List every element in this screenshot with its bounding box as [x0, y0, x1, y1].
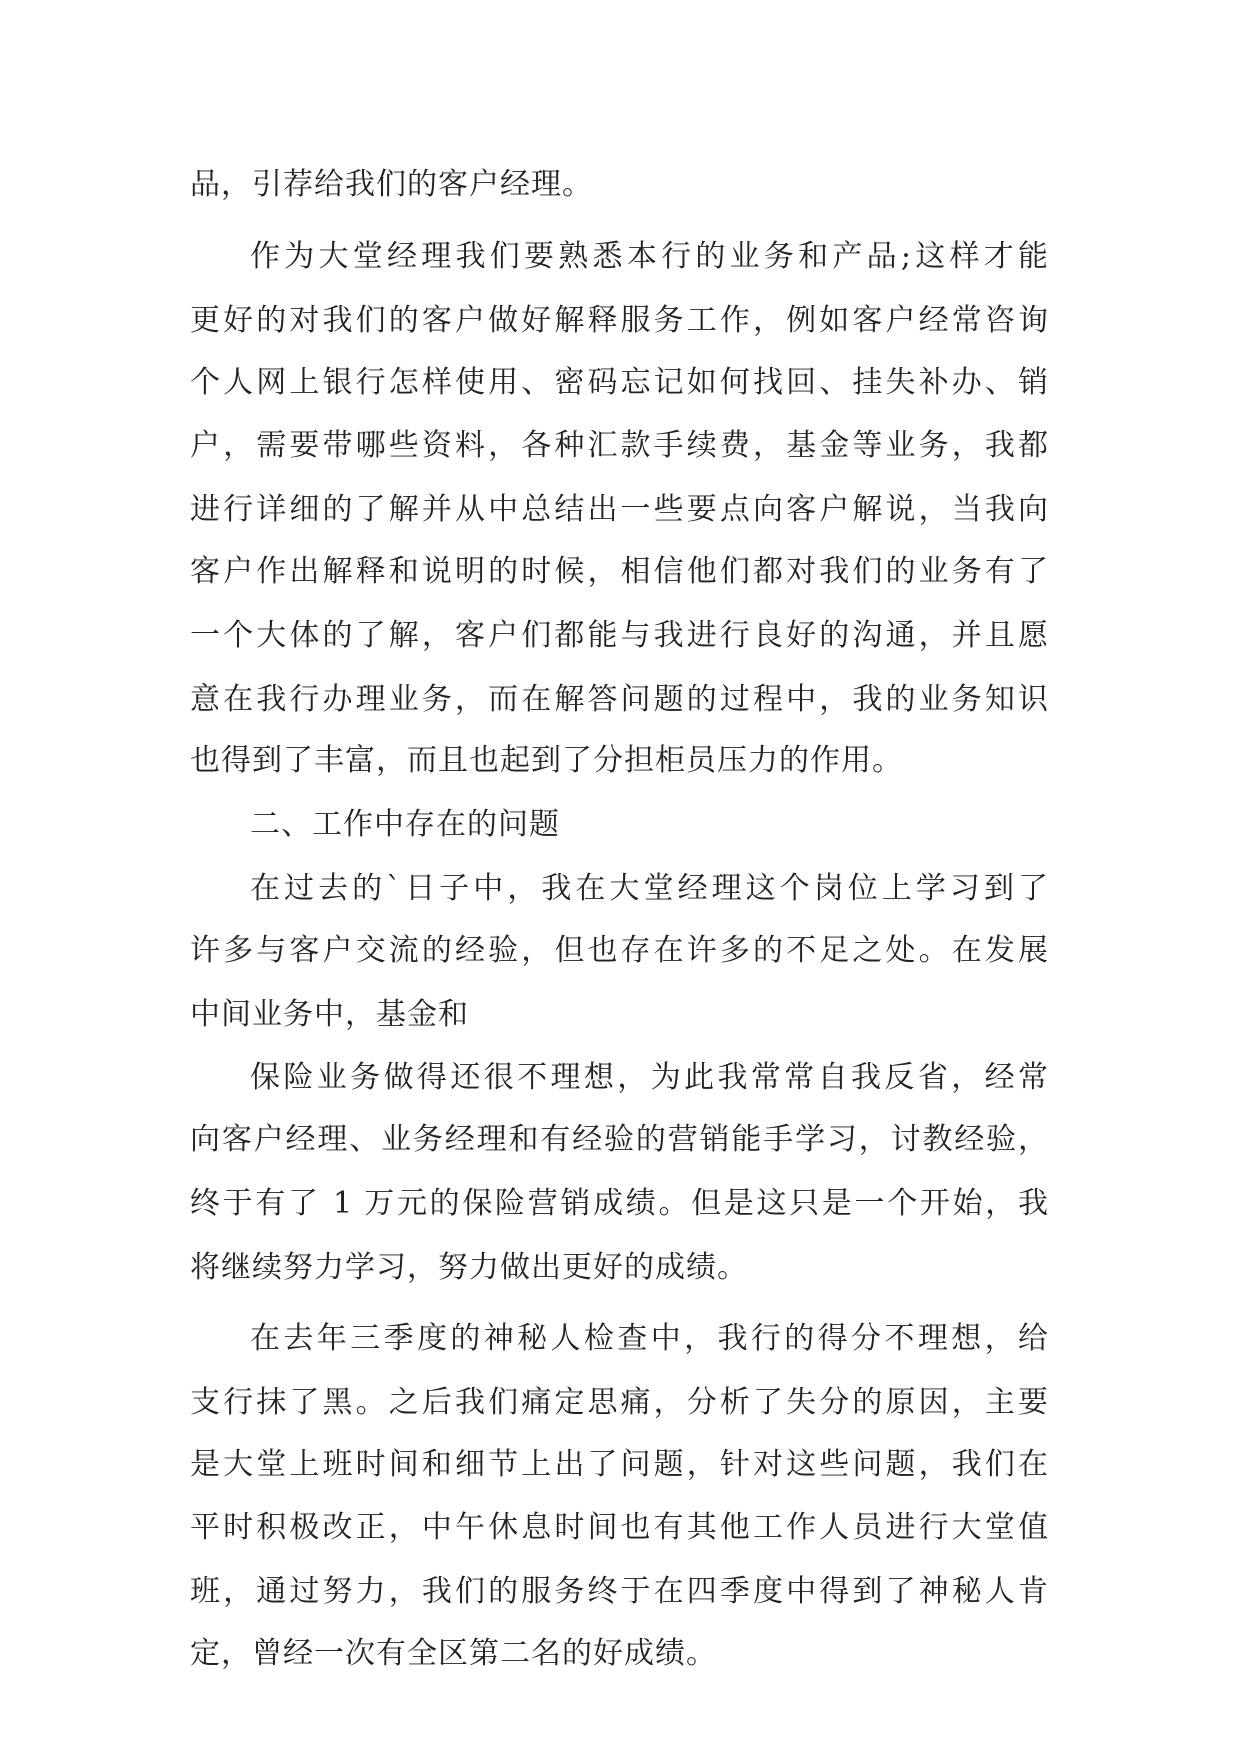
text-line: 终于有了 1 万元的保险营销成绩。但是这只是一个开始，我 [190, 1186, 1048, 1222]
text-line: 意在我行办理业务，而在解答问题的过程中，我的业务知识 [190, 681, 1048, 717]
text-line: 定，曾经一次有全区第二名的好成绩。 [190, 1636, 717, 1671]
section-heading: 二、工作中存在的问题 [250, 807, 560, 843]
text-line: 也得到了丰富，而且也起到了分担柜员压力的作用。 [190, 743, 903, 779]
text-line: 班，通过努力，我们的服务终于在四季度中得到了神秘人肯 [190, 1574, 1048, 1610]
text-line: 户，需要带哪些资料，各种汇款手续费，基金等业务，我都 [190, 428, 1048, 464]
text-line: 品，引荐给我们的客户经理。 [190, 167, 593, 202]
text-line: 许多与客户交流的经验，但也存在许多的不足之处。在发展 [190, 932, 1048, 968]
text-line: 客户作出解释和说明的时候，相信他们都对我们的业务有了 [190, 554, 1048, 590]
text-line: 一个大体的了解，客户们都能与我进行良好的沟通，并且愿 [190, 617, 1048, 653]
text-line: 向客户经理、业务经理和有经验的营销能手学习，讨教经验， [190, 1122, 1048, 1158]
text-line: 进行详细的了解并从中总结出一些要点向客户解说，当我向 [190, 492, 1048, 528]
paragraph-first-line: 在去年三季度的神秘人检查中，我行的得分不理想，给 [250, 1320, 1048, 1356]
text-line: 将继续努力学习，努力做出更好的成绩。 [190, 1249, 748, 1285]
text-line: 个人网上银行怎样使用、密码忘记如何找回、挂失补办、销 [190, 364, 1048, 400]
text-line: 平时积极改正，中午休息时间也有其他工作人员进行大堂值 [190, 1510, 1048, 1546]
paragraph-first-line: 保险业务做得还很不理想，为此我常常自我反省，经常 [250, 1060, 1048, 1096]
text-line: 支行抹了黑。之后我们痛定思痛，分析了失分的原因，主要 [190, 1384, 1048, 1420]
text-line: 更好的对我们的客户做好解释服务工作，例如客户经常咨询 [190, 302, 1048, 338]
paragraph-first-line: 在过去的`日子中，我在大堂经理这个岗位上学习到了 [250, 870, 1048, 906]
paragraph-first-line: 作为大堂经理我们要熟悉本行的业务和产品;这样才能 [250, 238, 1048, 274]
text-line: 中间业务中，基金和 [190, 996, 469, 1032]
text-line: 是大堂上班时间和细节上出了问题，针对这些问题，我们在 [190, 1446, 1048, 1482]
